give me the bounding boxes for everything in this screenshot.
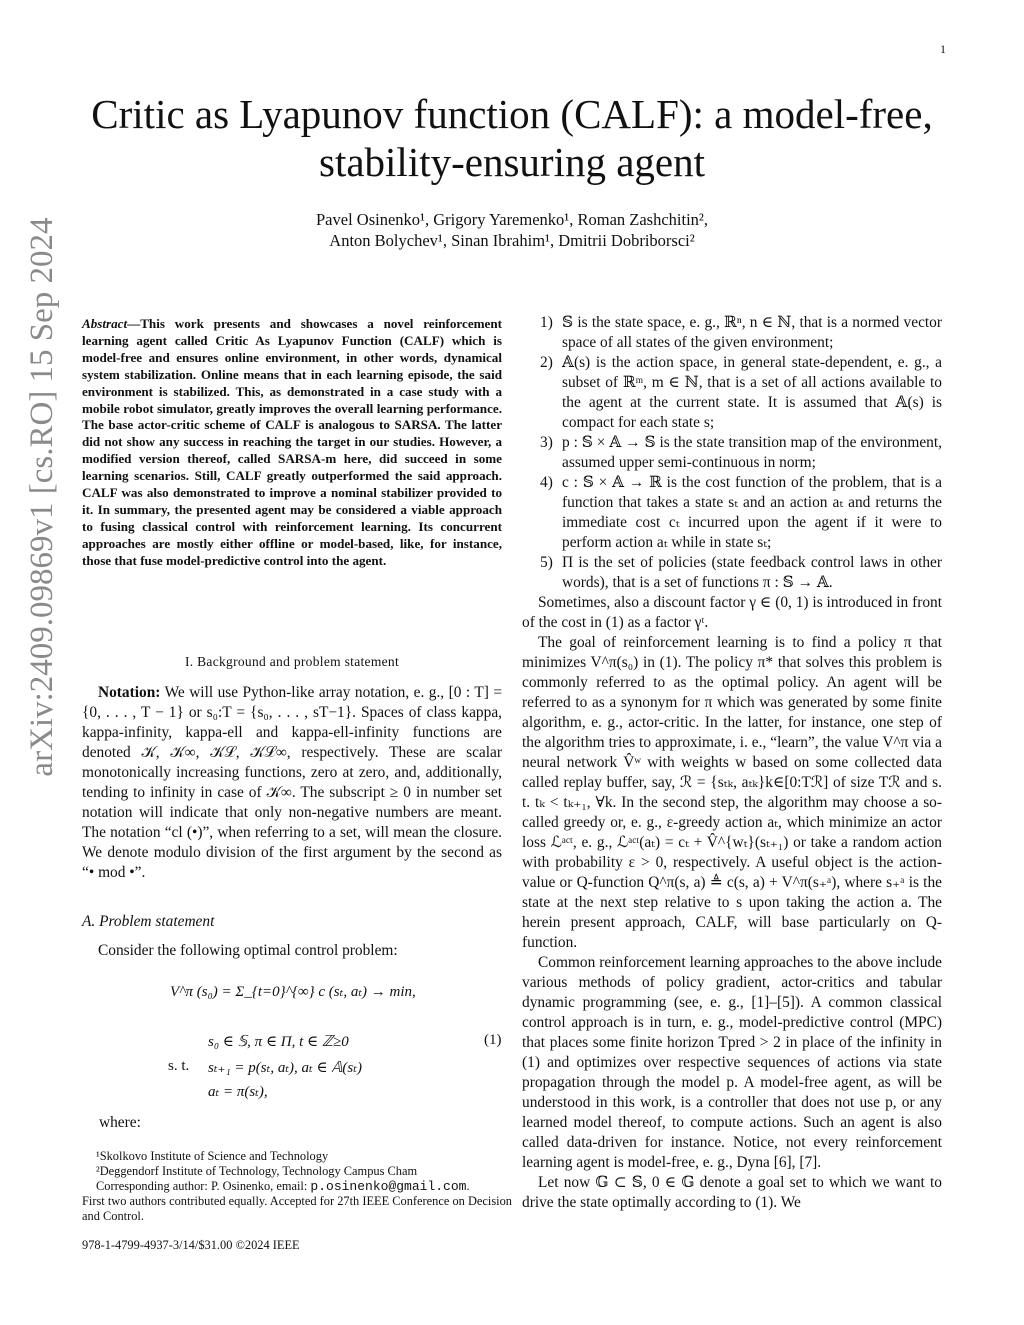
page-number: 1 bbox=[940, 42, 946, 56]
paragraph: Let now 𝔾 ⊂ 𝕊, 0 ∈ 𝔾 denote a goal set to which we want to drive the state optimally according to (1). We bbox=[522, 1174, 942, 1211]
where-text: where: bbox=[99, 1114, 141, 1131]
equation-line-4: aₜ = π(sₜ), bbox=[208, 1084, 268, 1100]
subsection-heading: A. Problem statement bbox=[82, 913, 215, 930]
arxiv-identifier[interactable]: arXiv:2409.09869v1 [cs.RO] 15 Sep 2024 bbox=[24, 217, 60, 777]
abstract-label: Abstract bbox=[82, 316, 128, 331]
author-list bbox=[80, 209, 944, 251]
equation-number: (1) bbox=[484, 1032, 502, 1048]
equation-line-3: sₜ₊₁ = p(sₜ, aₜ), aₜ ∈ 𝔸(sₜ) bbox=[208, 1060, 362, 1076]
footnote-note: First two authors contributed equally. Accepted for 27th IEEE Conference on Decision and Control. bbox=[82, 1194, 512, 1223]
corresponding-prefix: Corresponding author: P. Osinenko, email: bbox=[96, 1179, 308, 1193]
list-item: 4) c : 𝕊 × 𝔸 → ℝ is the cost function of the problem, that is a function that takes a state sₜ and an action aₜ and returns the immediate cost cₜ incurred upon the agent if it were to perform action aₜ while in state sₜ; bbox=[540, 474, 942, 551]
list-item: 1) 𝕊 is the state space, e. g., ℝⁿ, n ∈ ℕ, that is a normed vector space of all states of the given environment; bbox=[540, 314, 942, 351]
equation-line-2: s₀ ∈ 𝕊, π ∈ Π, t ∈ ℤ≥0 bbox=[208, 1034, 349, 1050]
notation-paragraph bbox=[82, 683, 502, 883]
equation-line-1: V^π (s₀) = Σ_{t=0}^{∞} c (sₜ, aₜ) → min, bbox=[170, 984, 416, 1000]
list-item: 5) Π is the set of policies (state feedback control laws in other words), that is a set of functions π : 𝕊 → 𝔸. bbox=[540, 554, 942, 591]
right-column bbox=[522, 313, 942, 1213]
author-line-1: Pavel Osinenko¹, Grigory Yaremenko¹, Roman Zashchitin², bbox=[316, 210, 708, 229]
list-item: 2) 𝔸(s) is the action space, in general state-dependent, e. g., a subset of ℝᵐ, m ∈ ℕ, that is a set of all actions available to the agent at the current state. It is assumed that 𝔸(s) is compact for each state s; bbox=[540, 354, 942, 431]
footnote-1: ¹Skolkovo Institute of Science and Technology bbox=[96, 1149, 329, 1163]
notation-text: We will use Python-like array notation, e. g., [0 : T] = {0, . . . , T − 1} or s₀:T = {s₀, . . . , sT−1}. Spaces of class kappa, kappa-infinity, kappa-ell and kappa-ell-infinity functions are denoted 𝒦, 𝒦∞, 𝒦ℒ, 𝒦ℒ∞, respectively. These are scalar monotonically increasing functions, zero at zero, and, additionally, tending to infinity in case of 𝒦∞. The subscript ≥ 0 in number set notation will indicate that only non-negative numbers are meant. The notation “cl (•)”, when referring to a set, will mean the closure. We denote modulo division of the first argument by the second as “• mod •”. bbox=[82, 684, 503, 881]
abstract-text: —This work presents and showcases a novel reinforcement learning agent called Critic As Lyapunov Function (CALF) which is model-free and ensures online environment, in other words, dynamical system stabilization. Online means that in each learning episode, the said environment is stabilized. This, as demonstrated in a case study with a mobile robot simulator, greatly improves the overall learning performance. The base actor-critic scheme of CALF is analogous to SARSA. The latter did not show any success in reaching the target in our studies. However, a modified version thereof, called SARSA-m here, did succeed in some learning scenarios. Still, CALF greatly outperformed the said approach. CALF was also demonstrated to improve a nominal stabilizer provided to it. In summary, the presented agent may be considered a viable approach to fusing classical control with reinforcement learning. Its concurrent approaches are mostly either offline or model-based, like, for instance, those that fuse model-predictive control into the agent. bbox=[82, 316, 502, 568]
email-link[interactable]: p.osinenko@gmail.com bbox=[310, 1179, 467, 1194]
definitions-list bbox=[522, 313, 942, 593]
equation-st-label: s. t. bbox=[168, 1058, 190, 1074]
paragraph: Common reinforcement learning approaches to the above include various methods of policy gradient, actor-critics and tabular dynamic programming (see, e. g., [1]–[5]). A common classical control approach is in turn, e. g., model-predictive control (MPC) that places some finite horizon Tpred > 2 in place of the infinity in (1) and optimizes over respective sequences of actions via state propagation through the model p. A model-free agent, as will be understood in this work, is a controller that does not use p, or any learned model thereof, to compute actions. Such an agent is also called data-driven for instance. Notice, not every reinforcement learning agent is model-free, e. g., Dyna [6], [7]. bbox=[522, 954, 942, 1171]
section-heading: I. Background and problem statement bbox=[184, 654, 400, 669]
consider-text: Consider the following optimal control problem: bbox=[98, 942, 398, 959]
equation-1 bbox=[82, 972, 502, 1112]
footnote-corresponding: Corresponding author: P. Osinenko, email: p.osinenko@gmail.com. bbox=[96, 1179, 470, 1194]
author-line-2: Anton Bolychev¹, Sinan Ibrahim¹, Dmitrii Dobriborsci² bbox=[329, 231, 695, 250]
abstract bbox=[82, 316, 502, 570]
paragraph: The goal of reinforcement learning is to find a policy π that minimizes V^π(s₀) in (1). The policy π* that solves this problem is commonly referred to as the optimal policy. An agent will be referred to as a synonym for π which was generated by some finite algorithm, e. g., actor-critic. In the latter, for instance, one step of the algorithm tries to approximate, i. e., “learn”, the value V^π via a neural network V̂ʷ with weights w based on some collected data called replay buffer, say, ℛ = {sₜₖ, aₜₖ}k∈[0:Tℛ] of size Tℛ and s. t. tₖ < tₖ₊₁, ∀k. In the second step, the algorithm may choose a so-called greedy or, e. g., ε-greedy action aₜ, which minimize an actor loss ℒᵃᶜᵗ, e. g., ℒᵃᶜᵗ(aₜ) = cₜ + V̂^{wₜ}(sₜ₊₁) or take a random action with probability ε > 0, respectively. A useful object is the action-value or Q-function Q^π(s, a) ≜ c(s, a) + V^π(s₊ᵃ), where s₊ᵃ is the state at the next step relative to s upon taking the action a. The herein present approach, CALF, will base particularly on Q-function. bbox=[522, 634, 942, 951]
footnote-2: ²Deggendorf Institute of Technology, Technology Campus Cham bbox=[96, 1164, 418, 1178]
footnotes bbox=[82, 1149, 512, 1224]
paragraph: Sometimes, also a discount factor γ ∈ (0, 1) is introduced in front of the cost in (1) as a factor γᵗ. bbox=[522, 594, 942, 631]
notation-label: Notation: bbox=[98, 684, 161, 701]
paper-title: Critic as Lyapunov function (CALF): a model-free, stability-ensuring agent bbox=[91, 91, 933, 185]
list-item: 3) p : 𝕊 × 𝔸 → 𝕊 is the state transition map of the environment, assumed upper semi-continuous in norm; bbox=[540, 434, 942, 471]
isbn-line: 978-1-4799-4937-3/14/$31.00 ©2024 IEEE bbox=[82, 1238, 300, 1252]
